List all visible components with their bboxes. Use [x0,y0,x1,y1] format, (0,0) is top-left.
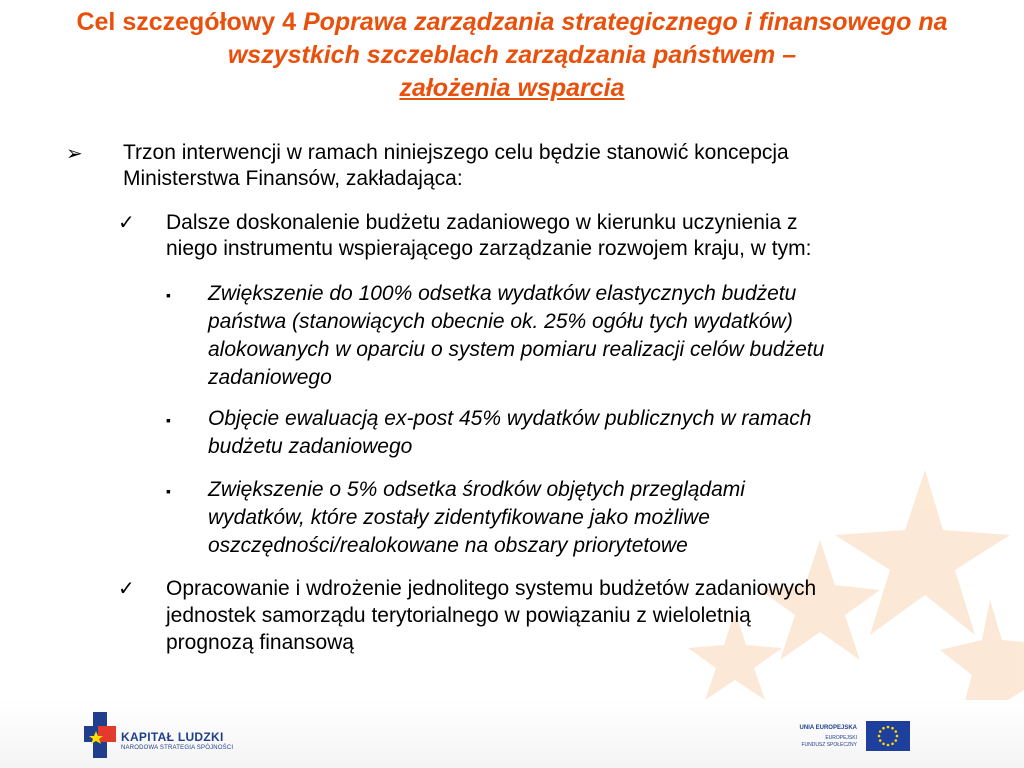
eu-star-icon [896,735,899,738]
arrow-bullet-icon: ➢ [66,143,83,165]
eu-label-line1: UNIA EUROPEJSKA [799,725,857,731]
eu-star-icon [887,726,890,729]
eu-star-icon [882,742,885,745]
list-item-level3-line: alokowanych w oparciu o system pomiaru realizacji celów budżetu [208,338,825,361]
eu-star-icon [879,739,882,742]
eu-star-icon [891,727,894,730]
title-prefix: Cel szczegółowy 4 [76,8,303,36]
eu-star-icon [882,727,885,730]
list-item-level3-line: zadaniowego [208,366,332,389]
list-item-level3-line: Zwiększenie do 100% odsetka wydatków elastycznych budżetu [208,282,797,305]
eu-label-line3: FUNDUSZ SPOŁECZNY [801,742,857,748]
checkmark-bullet-icon: ✓ [118,212,135,234]
square-bullet-icon: ▪ [166,287,171,303]
eu-label-line2: EUROPEJSKI [825,735,857,741]
eu-star-icon [891,742,894,745]
list-item-level3-line: wydatków, które zostały zidentyfikowane jako możliwe [208,506,710,529]
eu-star-icon [879,730,882,733]
checkmark-bullet-icon: ✓ [118,578,135,600]
square-bullet-icon: ▪ [166,412,171,428]
title-main: Poprawa zarządzania strategicznego i finansowego na wszystkich szczeblach zarządzania państwem – [227,8,948,69]
list-item-level3-line: państwa (stanowiących obecnie ok. 25% ogółu tych wydatków) [208,310,793,333]
kapital-ludzki-subtitle: NARODOWA STRATEGIA SPÓJNOŚCI [121,745,234,751]
list-item-level2-line: niego instrumentu wspierającego zarządzanie rozwojem kraju, w tym: [166,237,812,260]
list-item-level2-line: jednostek samorządu terytorialnego w powiązaniu z wieloletnią [166,604,751,627]
list-item-level2-line: prognozą finansową [166,631,354,654]
list-item-level3-line: Objęcie ewaluacją ex-post 45% wydatków publicznych w ramach [208,407,812,430]
eu-flag-icon [866,721,910,751]
kapital-ludzki-logo-icon [84,712,116,758]
slide-title [40,6,984,105]
eu-star-icon [894,739,897,742]
list-item-level3-line: oszczędności/realokowane na obszary priorytetowe [208,534,688,557]
square-bullet-icon: ▪ [166,483,171,499]
kapital-ludzki-name: KAPITAŁ LUDZKI [121,730,224,744]
list-item-level2-line: Opracowanie i wdrożenie jednolitego systemu budżetów zadaniowych [166,577,817,600]
eu-star-icon [894,730,897,733]
title-underlined: założenia wsparcia [399,74,625,102]
list-item-level2-line: Dalsze doskonalenie budżetu zadaniowego w kierunku uczynienia z [166,211,798,234]
eu-star-icon [887,744,890,747]
eu-star-icon [878,735,881,738]
list-item-level3-line: budżetu zadaniowego [208,435,413,458]
list-item-level1-line: Trzon interwencji w ramach niniejszego celu będzie stanowić koncepcja [123,141,789,164]
list-item-level3-line: Zwiększenie o 5% odsetka środków objętych przeglądami [208,478,745,501]
star-shape [835,470,1010,635]
list-item-level1-line: Ministerstwa Finansów, zakładająca: [123,167,463,190]
